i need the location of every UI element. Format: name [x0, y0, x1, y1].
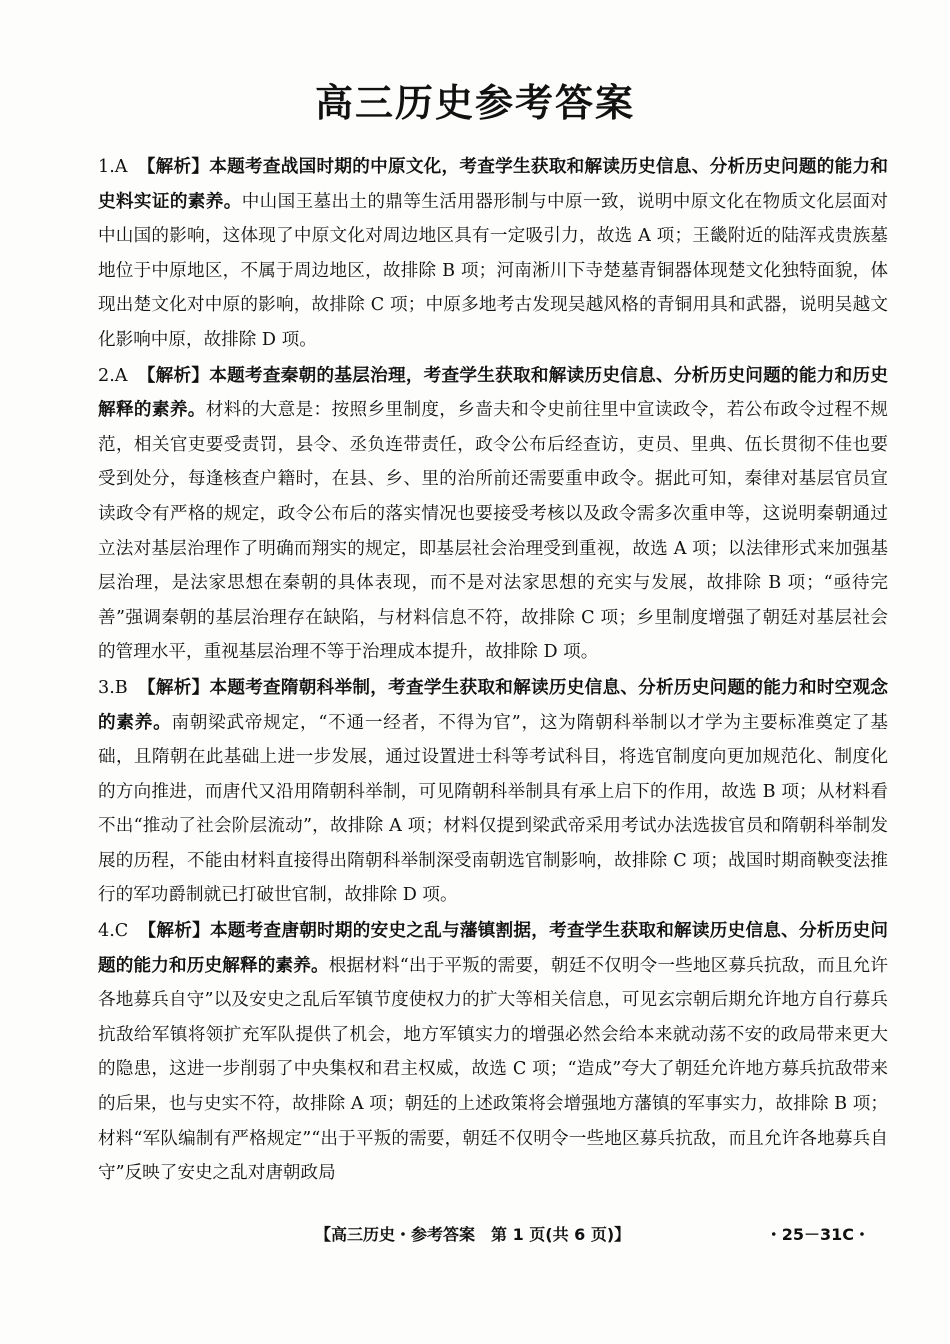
analysis-tag: 【解析】 — [137, 365, 210, 386]
item-body: 南朝梁武帝规定，“不通一经者，不得为官”，这为隋朝科举制以才学为主要标准奠定了基础，且隋朝在此基础上进一步发展，通过设置进士科等考试科目，将选官制度向更加规范化、制度化的方向推进，而唐代又沿用隋朝科举制，可见隋朝科举制具有承上启下的作用，故选 B 项；从材料看不出“推动了社会阶层流动”，故排除 A 项；材料仅提到梁武帝采用考试办法选拔官员和隋朝科举制发展的历程，不能由材料直接得出隋朝科举制深受南朝选官制影响，故排除 C 项；战国时期商鞅变法推行的军功爵制就已打破世官制，故排除 D 项。 — [98, 712, 888, 906]
item-lead: 本题考查唐朝时期的安史之乱与藩镇割据，考查学生获取和解读历史信息、分析历史问题的能力和历史解释的素养。 — [98, 921, 888, 976]
analysis-tag: 【解析】 — [138, 921, 210, 942]
item-answer: B — [114, 677, 128, 698]
analysis-tag: 【解析】 — [137, 677, 210, 698]
analysis-tag: 【解析】 — [137, 157, 210, 177]
item-number: 1. — [98, 157, 115, 177]
answer-item-1 — [98, 150, 888, 358]
item-answer: A — [114, 365, 128, 386]
item-lead: 本题考查战国时期的中原文化，考查学生获取和解读历史信息、分析历史问题的能力和史料实证的素养。 — [98, 157, 888, 212]
item-lead: 本题考查秦朝的基层治理，考查学生获取和解读历史信息、分析历史问题的能力和历史解释的素养。 — [98, 365, 888, 421]
item-body: 根据材料“出于平叛的需要，朝廷不仅明令一些地区募兵抗敌，而且允许各地募兵自守”以及安史之乱后军镇节度使权力的扩大等相关信息，可见玄宗朝后期允许地方自行募兵抗敌给军镇将领扩充军队提供了机会，地方军镇实力的增强必然会给本来就动荡不安的政局带来更大的隐患，这进一步削弱了中央集权和君主权威，故选 C 项；“造成”夸大了朝廷允许地方募兵抗敌带来的后果，也与史实不符，故排除 A 项；朝廷的上述政策将会增强地方藩镇的军事实力，故排除 B 项；材料“军队编制有严格规定”“出于平叛的需要，朝廷不仅明令一些地区募兵抗敌，而且允许各地募兵自守”反映了安史之乱对唐朝政局 — [98, 955, 888, 1184]
item-number: 3. — [98, 677, 115, 698]
item-number: 2. — [98, 365, 115, 386]
answer-item-4 — [98, 914, 888, 1191]
item-answer: A — [114, 157, 128, 177]
item-body: 材料的大意是：按照乡里制度，乡啬夫和令史前往里中宣读政令，若公布政令过程不规范，相关官吏要受责罚，县令、丞负连带责任，政令公布后经查访，吏员、里典、伍长贯彻不佳也要受到处分，每逢核查户籍时，在县、乡、里的治所前还需要重申政令。据此可知，秦律对基层官员宣读政令有严格的规定，政令公布后的落实情况也要接受考核以及政令需多次重申等，这说明秦朝通过立法对基层治理作了明确而翔实的规定，即基层社会治理受到重视，故选 A 项；以法律形式来加强基层治理，是法家思想在秦朝的具体表现，而不是对法家思想的充实与发展，故排除 B 项；“亟待完善”强调秦朝的基层治理存在缺陷，与材料信息不符，故排除 C 项；乡里制度增强了朝廷对基层社会的管理水平，重视基层治理不等于治理成本提升，故排除 D 项。 — [98, 400, 888, 663]
item-body: 中山国王墓出土的鼎等生活用器形制与中原一致，说明中原文化在物质文化层面对中山国的影响，这体现了中原文化对周边地区具有一定吸引力，故选 A 项；王畿附近的陆浑戎贵族墓地位于中原地区，不属于周边地区，故排除 B 项；河南淅川下寺楚墓青铜器体现楚文化独特面貌，体现出楚文化对中原的影响，故排除 C 项；中原多地考古发现吴越风格的青铜用具和武器，说明吴越文化影响中原，故排除 D 项。 — [98, 191, 888, 350]
footer-page-info: 【高三历史・参考答案 第 1 页(共 6 页)】 — [315, 1225, 631, 1244]
item-answer: C — [114, 921, 129, 942]
item-lead: 本题考查隋朝科举制，考查学生获取和解读历史信息、分析历史问题的能力和时空观念的素养。 — [98, 677, 888, 733]
answer-item-2 — [98, 359, 888, 670]
page-title: 高三历史参考答案 — [314, 81, 635, 125]
page-footer — [0, 1222, 950, 1252]
answer-list — [98, 150, 888, 1192]
item-number: 4. — [98, 921, 115, 942]
footer-code: ・25－31C・ — [765, 1225, 870, 1244]
answer-item-3 — [98, 671, 888, 913]
